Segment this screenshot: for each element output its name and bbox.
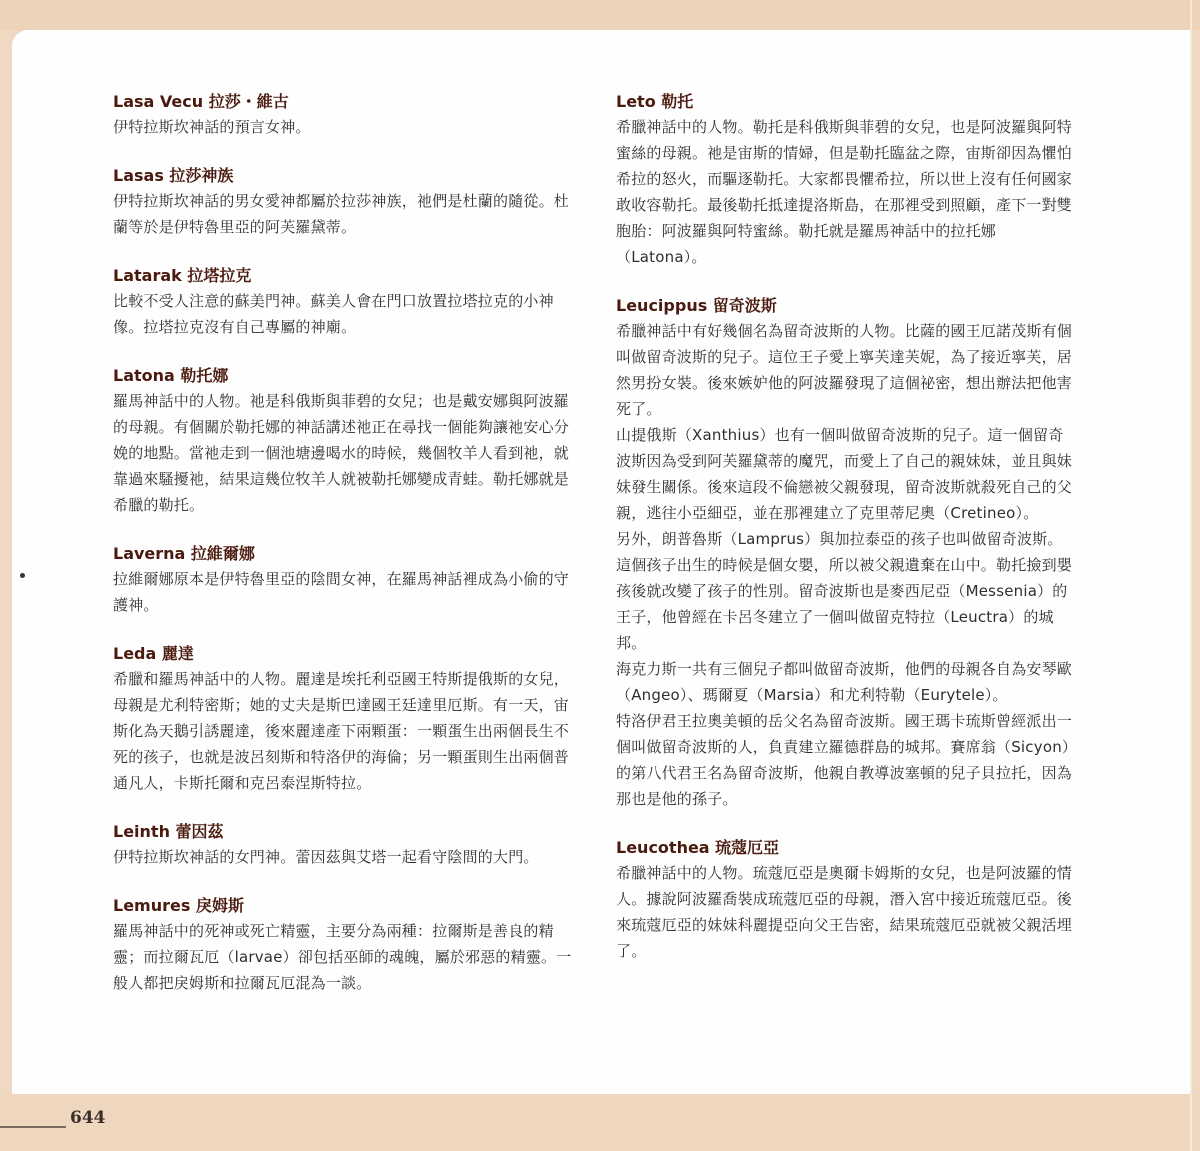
- entry-paragraph: 另外，朗普魯斯（Lamprus）與加拉泰亞的孩子也叫做留奇波斯。這個孩子出生的時候是個女嬰，所以被父親遺棄在山中。勒托撿到嬰孩後就改變了孩子的性別。留奇波斯也是麥西尼亞（Messenia）的王子，他曾經在卡呂冬建立了一個叫做留克特拉（Leuctra）的城邦。: [616, 530, 1073, 652]
- entry-title: Latona 勒托娜: [113, 366, 229, 385]
- glossary-entry: [113, 90, 573, 140]
- page-edge-line: [1190, 0, 1192, 1151]
- entry-body: [113, 566, 573, 618]
- scan-speck: [20, 573, 25, 578]
- entry-paragraph: 山提俄斯（Xanthius）也有一個叫做留奇波斯的兒子。這一個留奇波斯因為受到阿芙羅黛蒂的魔咒，而愛上了自己的親妹妹，並且與妹妹發生關係。後來這段不倫戀被父親發現，留奇波斯就殺死自己的父親，逃往小亞細亞，並在那裡建立了克里蒂尼奧（Cretineo）。: [616, 426, 1073, 522]
- entry-paragraph: 羅馬神話中的人物。祂是科俄斯與菲碧的女兒；也是戴安娜與阿波羅的母親。有個關於勒托娜的神話講述祂正在尋找一個能夠讓祂安心分娩的地點。當祂走到一個池塘邊喝水的時候，幾個牧羊人看到祂，就靠過來騷擾祂，結果這幾位牧羊人就被勒托娜變成青蛙。勒托娜就是希臘的勒托。: [113, 392, 570, 514]
- entry-paragraph: 伊特拉斯坎神話的女門神。蕾因茲與艾塔一起看守陰間的大門。: [113, 848, 539, 866]
- entry-body: [113, 918, 573, 996]
- top-page-edge: [0, 0, 1200, 30]
- entry-body: [113, 188, 573, 240]
- entry-paragraph: 比較不受人注意的蘇美門神。蘇美人會在門口放置拉塔拉克的小神像。拉塔拉克沒有自己專屬的神廟。: [113, 292, 554, 336]
- entry-title: Leto 勒托: [616, 92, 694, 111]
- glossary-entry: [113, 642, 573, 796]
- entry-paragraph: 羅馬神話中的死神或死亡精靈，主要分為兩種：拉爾斯是善良的精靈；而拉爾瓦厄（larvae）卻包括巫師的魂魄，屬於邪惡的精靈。一般人都把戾姆斯和拉爾瓦厄混為一談。: [113, 922, 572, 992]
- entry-body: [113, 288, 573, 340]
- glossary-entry: [113, 542, 573, 618]
- entry-title: Leda 麗達: [113, 644, 194, 663]
- right-column: [616, 90, 1076, 988]
- entry-body: [616, 318, 1076, 812]
- entry-paragraph: 拉維爾娜原本是伊特魯里亞的陰間女神，在羅馬神話裡成為小偷的守護神。: [113, 570, 570, 614]
- footer-rule: [0, 1126, 66, 1128]
- bottom-page-edge: [0, 1094, 1200, 1151]
- glossary-entry: [616, 294, 1076, 812]
- page-number: 644: [70, 1108, 106, 1128]
- glossary-entry: [113, 894, 573, 996]
- entry-body: [113, 114, 573, 140]
- entry-body: [616, 860, 1076, 964]
- entry-title: Leinth 蕾因茲: [113, 822, 224, 841]
- entry-body: [113, 666, 573, 796]
- entry-paragraph: 希臘神話中的人物。琉蔻厄亞是奧爾卡姆斯的女兒，也是阿波羅的情人。據說阿波羅喬裝成琉蔻厄亞的母親，潛入宮中接近琉蔻厄亞。後來琉蔻厄亞的妹妹科麗提亞向父王告密，結果琉蔻厄亞就被父親活埋了。: [616, 864, 1073, 960]
- entry-body: [616, 114, 1076, 270]
- entry-title: Lemures 戾姆斯: [113, 896, 244, 915]
- entry-paragraph: 希臘神話中有好幾個名為留奇波斯的人物。比薩的國王厄諾茂斯有個叫做留奇波斯的兒子。這位王子愛上寧芙達芙妮，為了接近寧芙，居然男扮女裝。後來嫉妒他的阿波羅發現了這個祕密，想出辦法把他害死了。: [616, 322, 1073, 418]
- left-column: [113, 90, 573, 1020]
- entry-body: [113, 388, 573, 518]
- entry-paragraph: 伊特拉斯坎神話的預言女神。: [113, 118, 311, 136]
- glossary-entry: [113, 264, 573, 340]
- glossary-entry: [616, 90, 1076, 270]
- entry-title: Laverna 拉維爾娜: [113, 544, 255, 563]
- entry-paragraph: 希臘神話中的人物。勒托是科俄斯與菲碧的女兒，也是阿波羅與阿特蜜絲的母親。祂是宙斯的情婦，但是勒托臨盆之際，宙斯卻因為懼怕希拉的怒火，而驅逐勒托。大家都畏懼希拉，所以世上沒有任何國家敢收容勒托。最後勒托抵達提洛斯島，在那裡受到照顧，產下一對雙胞胎：阿波羅與阿特蜜絲。勒托就是羅馬神話中的拉托娜（Latona）。: [616, 118, 1073, 266]
- glossary-entry: [616, 836, 1076, 964]
- entry-title: Latarak 拉塔拉克: [113, 266, 252, 285]
- entry-title: Leucothea 琉蔻厄亞: [616, 838, 780, 857]
- entry-title: Lasa Vecu 拉莎・維古: [113, 92, 289, 111]
- entry-paragraph: 特洛伊君王拉奧美頓的岳父名為留奇波斯。國王瑪卡琉斯曾經派出一個叫做留奇波斯的人，負責建立羅德群島的城邦。賽席翁（Sicyon）的第八代君王名為留奇波斯，他親自教導波塞頓的兒子貝拉托，因為那也是他的孫子。: [616, 712, 1073, 808]
- entry-paragraph: 海克力斯一共有三個兒子都叫做留奇波斯，他們的母親各自為安琴歐（Angeo）、瑪爾夏（Marsia）和尤利特勒（Eurytele）。: [616, 660, 1073, 704]
- entry-title: Leucippus 留奇波斯: [616, 296, 777, 315]
- entry-paragraph: 伊特拉斯坎神話的男女愛神都屬於拉莎神族，祂們是杜蘭的隨從。杜蘭等於是伊特魯里亞的阿芙羅黛蒂。: [113, 192, 570, 236]
- entry-title: Lasas 拉莎神族: [113, 166, 234, 185]
- glossary-entry: [113, 164, 573, 240]
- entry-paragraph: 希臘和羅馬神話中的人物。麗達是埃托利亞國王特斯提俄斯的女兒，母親是尤利特密斯；她的丈夫是斯巴達國王廷達里厄斯。有一天，宙斯化為天鵝引誘麗達，後來麗達產下兩顆蛋：一顆蛋生出兩個長生不死的孩子，也就是波呂刻斯和特洛伊的海倫；另一顆蛋則生出兩個普通凡人，卡斯托爾和克呂泰涅斯特拉。: [113, 670, 570, 792]
- entry-body: [113, 844, 573, 870]
- glossary-entry: [113, 820, 573, 870]
- glossary-entry: [113, 364, 573, 518]
